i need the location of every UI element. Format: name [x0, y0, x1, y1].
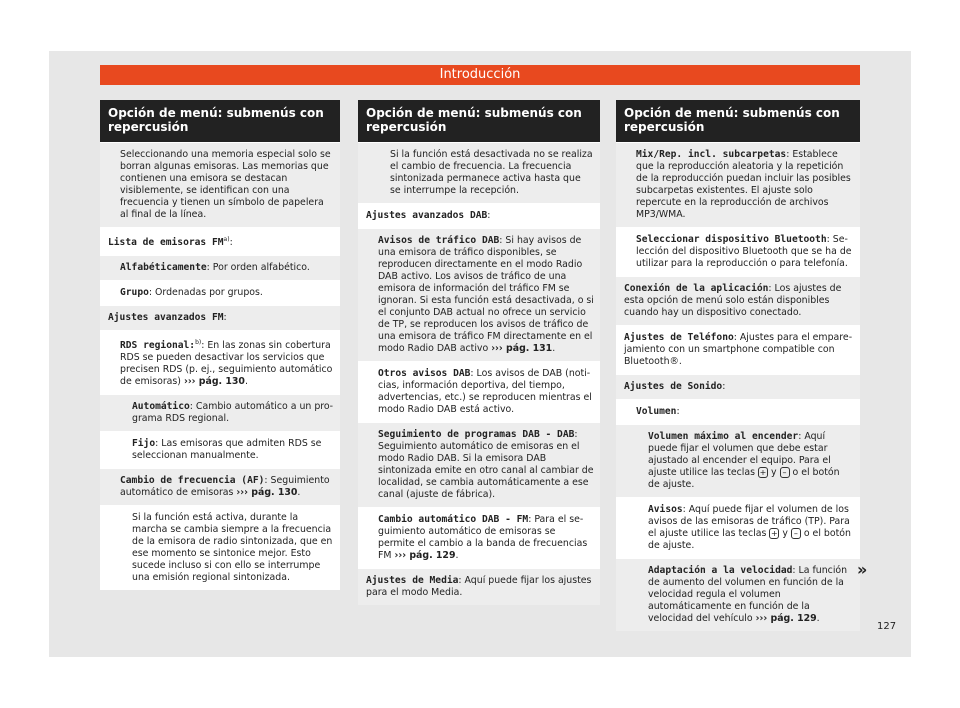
list-item: [100, 431, 340, 468]
term: Cambio automático DAB - FM: [378, 514, 529, 525]
page-reference[interactable]: ››› pág. 131: [491, 343, 553, 354]
minus-key-icon: –: [791, 528, 801, 539]
section-title: Opción de menú: submenús con repercusión: [358, 100, 600, 142]
term: Ajustes de Media: [366, 575, 459, 586]
description-tail: o el botón de ajuste.: [648, 528, 851, 551]
list-item: [100, 280, 340, 305]
description: : Aquí puede fijar el volumen que debe estar ajustado al encender el equipo. Para el ajuste utilice las teclas: [648, 431, 831, 478]
description: : Establece que la reproducción aleatoria y la repetición de la reproducción puedan incluir las posibles subcarpetas existentes. El ajuste solo repercute en la reproducción de archivos MP3/WMA.: [636, 149, 851, 220]
section-title: Opción de menú: submenús con repercusión: [100, 100, 340, 142]
list-item: Volumen:: [616, 399, 860, 424]
list-item: [358, 361, 600, 422]
term: Ajustes de Teléfono: [624, 332, 734, 343]
description: : Las emisoras que admiten RDS se seleccionan manualmente.: [132, 438, 322, 462]
term: Lista de emisoras FM: [108, 237, 224, 249]
minus-key-icon: –: [780, 467, 790, 478]
list-item: [100, 255, 340, 280]
term: Ajustes avanzados DAB: [366, 210, 488, 221]
description: : Ordenadas por grupos.: [148, 287, 263, 299]
term: RDS regional:: [120, 340, 196, 352]
list-item: Avisos de tráfico DAB: Si hay avisos de una emisora de tráfico disponibles, se reproducen directamente en el modo Radio DAB activo. Los avisos de tráfico de una emisora de información del tráfico FM se ignoran. Si esta función está desactivada, o si el conjunto DAB actual no ofrece un servicio de TP, se reproducen los avisos de tráfico de una emisora de tráfico FM directamente en el modo Radio DAB activo ››› pág. 131.: [358, 228, 600, 361]
list-item: [100, 394, 340, 431]
conjunction: y: [782, 528, 788, 539]
page-number: 127: [877, 621, 897, 632]
column-1: [100, 100, 340, 590]
list-item: [616, 276, 860, 325]
description: : La función de aumento del volumen en función de la velocidad regula el volumen automáticamente en función de la velocidad del vehículo: [648, 565, 848, 624]
column-2: [358, 100, 600, 605]
list-item: [358, 568, 600, 605]
term: Conexión de la aplicación: [624, 283, 769, 294]
page-reference[interactable]: ››› pág. 130: [183, 376, 245, 388]
column-3: [616, 100, 860, 631]
description: : Los avisos de DAB (noticias, información deportiva, del tiempo, advertencias, etc.) se reproducen mientras el modo Radio DAB está activo.: [378, 368, 592, 415]
description: : Seguimiento automático de emisoras en el modo Radio DAB. Si la emisora DAB sintonizada emite en otro canal al cambiar de localidad, se cambia automáticamente a ese canal (ajuste de fábrica).: [378, 429, 594, 500]
description: : Por orden alfabético.: [206, 262, 310, 274]
list-item: Cambio de frecuencia (AF): Seguimiento automático de emisoras ››› pág. 130.: [100, 468, 340, 505]
description: : Si hay avisos de una emisora de tráfico disponibles, se reproducen directamente en el modo Radio DAB activo. Los avisos de tráfico de una emisora de información del tráfico FM se ignoran. Si esta función está desactivada, o si el conjunto DAB actual no ofrece un servicio de TP, se reproducen los avisos de tráfico de una emisora de tráfico FM directamente en el modo Radio DAB activo: [378, 235, 594, 354]
term: Grupo: [120, 287, 149, 299]
list-item: Ajustes de Sonido:: [616, 374, 860, 399]
plus-key-icon: +: [759, 468, 767, 477]
term: Seleccionar dispositivo Bluetooth: [636, 234, 827, 245]
page-reference[interactable]: ››› pág. 130: [236, 487, 298, 499]
list-item: RDS regional:$^{b)}$: En las zonas sin cobertura RDS se pueden desactivar los servicios que precisen RDS (p. ej., seguimiento automático de emisoras) ››› pág. 130.: [100, 330, 340, 394]
description: : Para el seguimiento automático de emisoras se permite el cambio a la banda de frecuencias FM: [378, 514, 588, 561]
continue-arrow-icon: »: [857, 560, 868, 579]
term: Volumen: [636, 406, 677, 417]
term: Avisos: [648, 504, 683, 515]
description: : En las zonas sin cobertura RDS se pueden desactivar los servicios que precisen RDS (p. ej., seguimiento automático de emisoras): [120, 340, 333, 388]
term: Alfabéticamente: [120, 262, 207, 274]
chapter-header: Introducción: [100, 65, 860, 85]
list-item: Ajustes avanzados DAB:: [358, 203, 600, 228]
term: Mix/Rep. incl. subcarpetas: [636, 149, 787, 160]
note-text: Si la función está desactivada no se realiza el cambio de frecuencia. La frecuencia sintonizada permanece activa hasta que se interrumpe la recepción.: [358, 142, 600, 203]
description: : Seguimiento automático de emisoras: [120, 475, 330, 499]
footnote-marker: b): [195, 339, 202, 347]
term: Volumen máximo al encender: [648, 431, 799, 442]
term: Ajustes de Sonido: [624, 381, 723, 392]
page-reference[interactable]: ››› pág. 129: [755, 613, 817, 624]
list-item: [616, 227, 860, 276]
description: : Aquí puede fijar el volumen de los avisos de las emisoras de tráfico (TP). Para el ajuste utilice las teclas: [648, 504, 850, 539]
list-item: [616, 325, 860, 374]
term: Avisos de tráfico DAB: [378, 235, 500, 246]
description: : Los ajustes de esta opción de menú solo están disponibles cuando hay un dispositivo conectado.: [624, 283, 842, 318]
list-item: [358, 422, 600, 507]
term: Cambio de frecuencia (AF): [120, 475, 265, 487]
term: Automático: [132, 401, 190, 413]
description: : Cambio automático a un programa RDS regional.: [132, 401, 334, 425]
note-text: Si la función está activa, durante la marcha se cambia siempre a la frecuencia de la emisora de radio sintonizada, que en ese momento se sintonice mejor. Esto sucede incluso si con ello se interrumpe una emisión regional sintonizada.: [100, 505, 340, 590]
description: : Ajustes para el emparejamiento con un smartphone compatible con Bluetooth®.: [624, 332, 853, 367]
section-title: Opción de menú: submenús con repercusión: [616, 100, 860, 142]
term: Otros avisos DAB: [378, 368, 471, 379]
list-item: [616, 424, 860, 497]
list-item: Cambio automático DAB - FM: Para el seguimiento automático de emisoras se permite el cambio a la banda de frecuencias FM ››› pág. 129.: [358, 507, 600, 568]
intro-text: Seleccionando una memoria especial solo se borran algunas emisoras. Las memorias que contienen una emisora se destacan visiblemente, se identifican con una frecuencia y tienen un símbolo de papelera al final de la línea.: [100, 142, 340, 227]
description-tail: o el botón de ajuste.: [648, 467, 840, 490]
description: : Aquí puede fijar los ajustes para el modo Media.: [366, 575, 592, 598]
term: Seguimiento de programas DAB - DAB: [378, 429, 575, 440]
term: Fijo: [132, 438, 156, 450]
description: : Selección del dispositivo Bluetooth que se ha de utilizar para la reproducción o para telefonía.: [636, 234, 852, 269]
list-item: Lista de emisoras FM$^{a)}$:: [100, 227, 340, 255]
footnote-marker: a): [223, 236, 230, 243]
term: Ajustes avanzados FM: [108, 312, 224, 324]
plus-key-icon: +: [770, 529, 778, 538]
list-item: [616, 142, 860, 227]
conjunction: y: [770, 467, 777, 478]
list-item: Ajustes avanzados FM:: [100, 305, 340, 330]
list-item: Adaptación a la velocidad: La función de aumento del volumen en función de la velocidad regula el volumen automáticamente en función de la velocidad del vehículo ››› pág. 129.: [616, 558, 860, 631]
term: Adaptación a la velocidad: [648, 565, 793, 576]
page-reference[interactable]: ››› pág. 129: [394, 550, 456, 561]
list-item: [616, 497, 860, 558]
